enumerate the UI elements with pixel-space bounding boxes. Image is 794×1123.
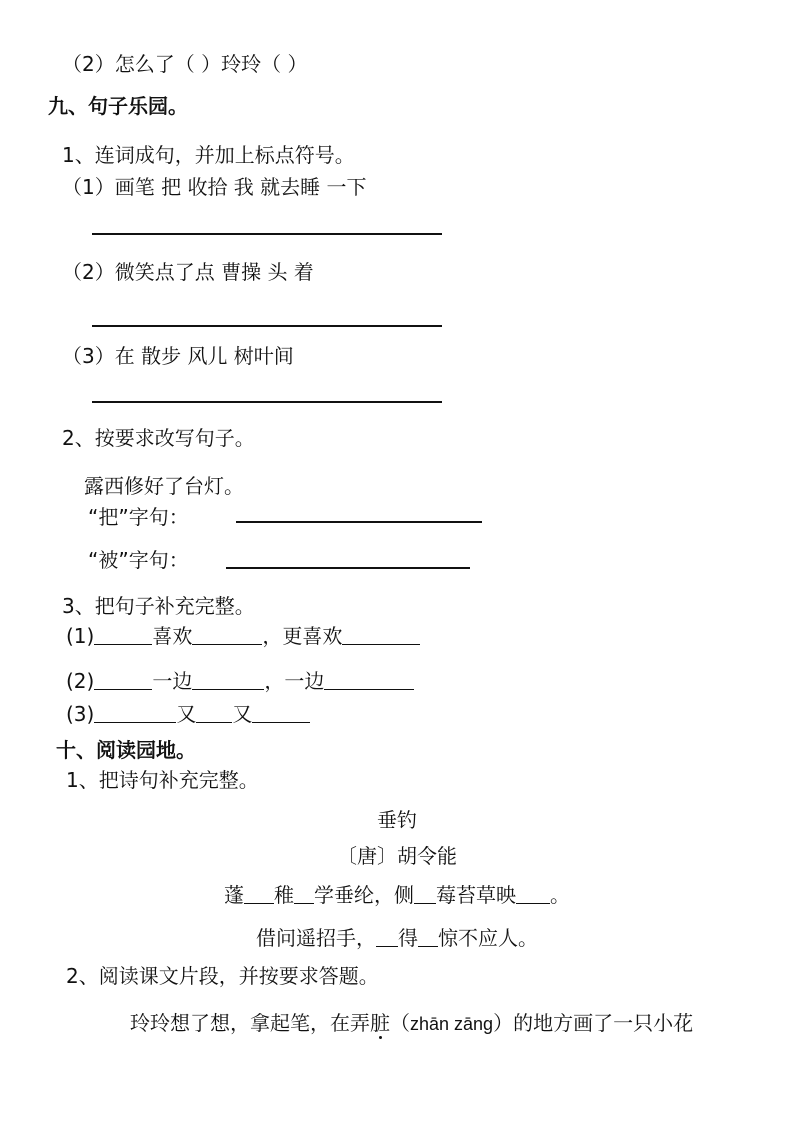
poem-line-1 xyxy=(0,881,794,909)
blank[interactable] xyxy=(324,669,414,690)
blank[interactable] xyxy=(342,624,420,645)
blank[interactable] xyxy=(516,883,550,904)
blank[interactable] xyxy=(376,926,398,947)
s9-q1-heading: 1、连词成句，并加上标点符号。 xyxy=(62,143,355,167)
answer-line-1[interactable] xyxy=(92,233,442,235)
reading-passage xyxy=(130,1009,693,1038)
blank[interactable] xyxy=(94,624,152,645)
blank[interactable] xyxy=(192,624,262,645)
poem-text: 莓苔草映 xyxy=(436,883,516,907)
s9-q2-sentence: 露西修好了台灯。 xyxy=(84,474,244,498)
poem-text: 得 xyxy=(398,926,418,950)
poem-text: 蓬 xyxy=(224,883,244,907)
poem-line-2 xyxy=(0,924,794,952)
blank[interactable] xyxy=(94,702,176,723)
blank[interactable] xyxy=(414,883,436,904)
s9-q3-row-1 xyxy=(66,622,420,650)
s9-q3-row-2 xyxy=(66,667,414,695)
s9-q3-row-3 xyxy=(66,700,310,728)
passage-text: （ xyxy=(390,1011,410,1035)
answer-line-3[interactable] xyxy=(92,401,442,403)
poem-title: 垂钓 xyxy=(377,808,417,832)
row-3-word-b: 又 xyxy=(232,702,253,726)
s10-q1-heading: 1、把诗句补充完整。 xyxy=(66,768,259,792)
poem-text: 。 xyxy=(550,883,570,907)
poem-author: 〔唐〕胡令能 xyxy=(337,844,457,868)
bei-answer-line[interactable] xyxy=(226,567,470,569)
blank[interactable] xyxy=(196,702,232,723)
row-2-word-b: ，一边 xyxy=(264,669,325,693)
section-9-title: 九、句子乐园。 xyxy=(48,94,188,118)
row-2-num: (2) xyxy=(66,669,95,693)
row-3-word-a: 又 xyxy=(176,702,197,726)
blank[interactable] xyxy=(244,883,274,904)
row-1-num: (1) xyxy=(66,624,95,648)
blank[interactable] xyxy=(94,669,152,690)
ba-answer-line[interactable] xyxy=(236,521,482,523)
s10-q2-heading: 2、阅读课文片段，并按要求答题。 xyxy=(66,964,379,988)
passage-text: 玲玲想了想，拿起笔，在弄 xyxy=(130,1011,370,1035)
passage-text: ）的地方画了一只小花 xyxy=(493,1011,694,1035)
pinyin-options: zhān zāng xyxy=(410,1014,494,1034)
blank[interactable] xyxy=(192,669,264,690)
poem-text: 稚 xyxy=(274,883,294,907)
s9-q1-item-1: （1）画笔 把 收拾 我 就去睡 一下 xyxy=(62,175,367,199)
poem-text: 学垂纶，侧 xyxy=(314,883,414,907)
poem-text: 借问遥招手， xyxy=(256,926,376,950)
row-3-num: (3) xyxy=(66,702,95,726)
blank[interactable] xyxy=(418,926,438,947)
section-10-title: 十、阅读园地。 xyxy=(56,738,196,762)
bei-sentence-label: “被”字句： xyxy=(88,548,189,572)
question-2-partial: （2）怎么了（ ）玲玲（ ） xyxy=(62,52,308,76)
dotted-char: 脏 xyxy=(370,1011,390,1035)
blank[interactable] xyxy=(252,702,310,723)
row-1-word-b: ，更喜欢 xyxy=(262,624,343,648)
row-2-word-a: 一边 xyxy=(152,669,193,693)
row-1-word-a: 喜欢 xyxy=(152,624,193,648)
blank[interactable] xyxy=(294,883,314,904)
ba-sentence-label: “把”字句： xyxy=(88,505,189,529)
answer-line-2[interactable] xyxy=(92,325,442,327)
s9-q1-item-2: （2）微笑点了点 曹操 头 着 xyxy=(62,260,314,284)
poem-text: 惊不应人。 xyxy=(438,926,538,950)
s9-q3-heading: 3、把句子补充完整。 xyxy=(62,594,255,618)
s9-q1-item-3: （3）在 散步 风儿 树叶间 xyxy=(62,344,294,368)
s9-q2-heading: 2、按要求改写句子。 xyxy=(62,426,255,450)
